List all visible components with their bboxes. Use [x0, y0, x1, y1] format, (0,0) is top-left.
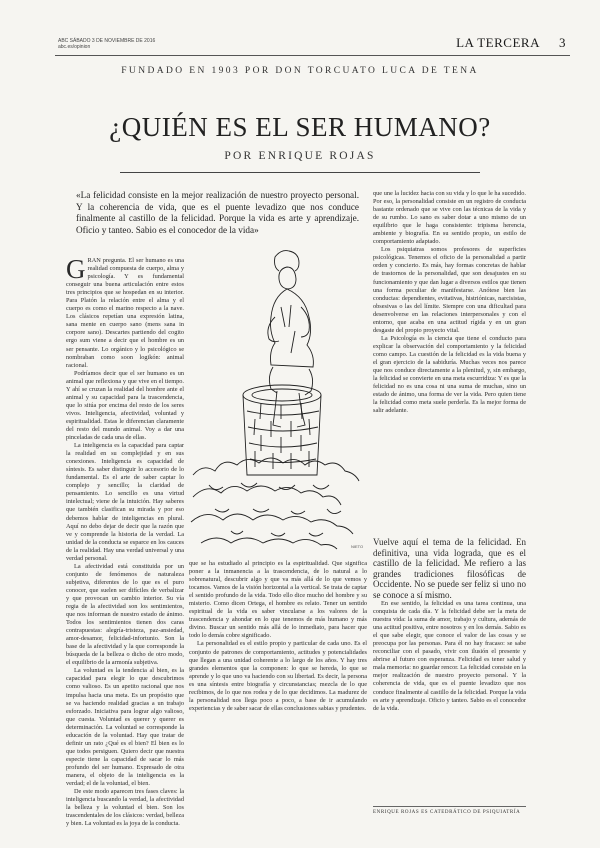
column-2 [189, 560, 367, 808]
paragraph: que se ha estudiado al principio es la espiritualidad. Que significa poner a la inmanencia a la trascendencia, de lo natural a lo sobrenatural, descubrir algo y que va más allá de lo que vemos y tocamos. Vamos de la visión horizontal a la vertical. Se trata de captar el sentido profundo de la vida. Todo ello dice mucho del hombre y su misterio. Como dicen Ortega, el hombre es relato. Tener un sentido espiritual de la vida es saber vincularse a los valores de la trascendencia y ahondar en lo que tenemos de más humano y más divino. Buscar un sentido más allá de lo inmediato, para hacer que todo lo demás cobre significado. [189, 560, 367, 640]
page-number: 3 [559, 35, 566, 50]
paragraph: En ese sentido, la felicidad es una tarea continua, una conquista de cada día. Y la felicidad debe ser la meta de nuestra vida: la suma de amor, trabajo y cultura, además de una actitud positiva, entre nosotros y en los demás. Sabio es el que sabe elegir, que conoce el valor de las cosas y se preocupa por las personas. Para él no hay fracaso: se sabe reconciliar con el pasado, vivir con ilusión el presente y abrirse al futuro con esperanza. Felicidad es tener salud y mala memoria: no guardar rencor. La felicidad consiste en la mejor realización de nuestro proyecto personal. Y la coherencia de vida, que es el puente levadizo que nos conduce finalmente al castillo de la felicidad. Porque la vida es arte y aprendizaje. Oficio y tanteo. Sabio es el conocedor de la vida. [373, 600, 526, 712]
founded-line: FUNDADO EN 1903 POR DON TORCUATO LUCA DE TENA [121, 66, 479, 76]
article-byline: POR ENRIQUE ROJAS [224, 150, 376, 162]
section-lead-paragraph: Vuelve aquí el tema de la felicidad. En definitiva, una vida lograda, que es el castillo de la felicidad. Me refiero a las grandes tradiciones filosóficas de Occidente. No se puede ser feliz si uno no se conoce a sí mismo. [373, 537, 526, 600]
paragraph: La Psicología es la ciencia que tiene el conducto para explicar la observación del comportamiento y la felicidad como campo. La cuestión de la felicidad es la vida buena y el gran ejercicio de la sabiduría. Muchas veces nos parece que nos conduce directamente a la plenitud, y, sin embargo, la felicidad se convierte en una meta escurridiza: Y es que la felicidad no es una cosa ni una suma de muchas, sino un estado de ánimo, una forma de ver la vida. Pero quien tiene la felicidad como meta suele perderla. Es la mejor forma de salir adelante. [373, 334, 526, 415]
paragraph-text: RAN pregunta. El ser humano es una realidad compuesta de cuerpo, alma y psicología. Y es fundamental conseguir una buena articulación entre estos tres principios que se hospedan en su interior. Para Platón la relación entre el alma y el cuerpo es como el marino respecto a la nave. Los clásicos repetían una expresión latina, sana mente en cuerpo sano (mens sana in corpore sano). Descartes partiendo del cogito ergo sum viene a decir que el hombre es un ser pensante. Lo orgánico y lo psicológico se nombraban como soon logikón: animal racional. [66, 257, 184, 369]
column-3 [373, 190, 526, 570]
paragraph: que une la lucidez hacia con su vida y lo que le ha sucedido. Por eso, la personalidad consiste en un registro de conducta bastante ordenado que se vive con las técnicas de la vida y de su rumbo. Lo sano es saber dotar a uno mismo de un equilibrio que le haga consistente: tripisma herencia, ambiente y biografía. En su sentido propio, un estilo de comportamiento adaptado. [373, 190, 526, 246]
column-4 [373, 537, 526, 807]
paragraph: De este modo aparecen tres fases claves: la inteligencia buscando la verdad, la afectividad la belleza y la voluntad el bien. Son los trascendentales de los clásicos: verdad, belleza y bien. La voluntad es la joya de la conducta. [66, 788, 184, 828]
paragraph: La inteligencia es la capacidad para captar la realidad en su complejidad y en sus conexiones. Inteligencia es capacidad de síntesis. Es saber distinguir lo accesorio de lo fundamental. Es el arte de saber captar lo complejo y sencillo; la claridad de pensamiento. Lo sencillo es una virtud intelectual; viene de la intuición. Hay saberes que también clasifican su mirada y por eso debemos hablar de inteligencias en plural. Aquí no debo dejar de decir que la razón que ve y comprende la historia de la verdad. La unidad de la conducta se esparce en los cauces de la realidad. Hay una verdad universal y una verdad personal. [66, 442, 184, 562]
pull-quote: «La felicidad consiste en la mejor realización de nuestro proyecto personal. Y la coherencia de vida, que es el puente levadizo que nos conduce finalmente al castillo de la felicidad. Porque la vida es arte y aprendizaje. Oficio y tanteo. Sabio es el conocedor de la vida» [76, 190, 359, 235]
masthead-strip [58, 38, 155, 50]
column-1 [66, 254, 184, 828]
section-title [456, 35, 566, 51]
footnote-rule [373, 806, 526, 807]
author-footnote: ENRIQUE ROJAS ES CATEDRÁTICO DE PSIQUIATRÍA [373, 810, 521, 815]
masthead-date: ABC SÁBADO 3 DE NOVIEMBRE DE 2016 [58, 38, 156, 44]
article-headline: ¿QUIÉN ES EL SER HUMANO? [109, 112, 491, 142]
paragraph: La afectividad está constituida por un conjunto de fenómenos de naturaleza subjetiva, diferentes de lo que es el puro conocer, que suelen ser difíciles de verbalizar y que provocan un cambio interior. Su vía regia de la afectividad son los sentimientos, que nos informan de nuestro estado de ánimo. Todos los sentimientos tienen dos caras contrapuestas: alegría-tristeza, paz-ansiedad, amor-desamor, felicidad-infortunio. Son la base de la afectividad y la que corresponde la búsqueda de la belleza o dicho de otro modo, el equilibrio de la armonía subjetiva. [66, 562, 184, 667]
section-label: LA TERCERA [456, 35, 540, 50]
byline-rule [120, 172, 480, 173]
paragraph: Los psiquiatras somos profesores de superficies psicológicas. Tenemos el oficio de la personalidad a partir orden y concierto. Es más, hay formas concretas de hablar de trastornos de la personalidad, que son desajustes en su funcionamiento y que dan lugar a diversos estilos que tienen una forma peculiar de manifestarse. Anótese bien las conductas: dependientes, evitativas, histriónicas, narcisistas, obsesivas o las del límite. Siempre con una dificultad para desenvolverse en las relaciones interpersonales y con el entorno, que acaba en una actitud rígida y en un gran desgaste del propio proyecto vital. [373, 246, 526, 334]
paragraph: Podríamos decir que el ser humano es un animal que reflexiona y que vive en el tiempo. Y ahí se cruzan la realidad del hombre ante el animal y su capacidad para la trascendencia, que lo sitúa por encima del resto de los seres vivos. Inteligencia, afectividad, voluntad y espiritualidad. Estas le diferencian claramente del resto del mundo animal. Voy a dar una pinceladas de cada una de ellas. [66, 369, 184, 442]
illustration-credit: NIETO [351, 544, 364, 549]
illustration-woman-on-well [191, 247, 367, 547]
masthead-url: abc.es/opinion [58, 44, 91, 50]
drop-cap: G [66, 254, 86, 284]
top-rule [55, 55, 570, 56]
paragraph: La voluntad es la tendencia al bien, es la capacidad para elegir lo que descubrimos como valioso. Es un apetito racional que nos impulsa hacia una meta. Es un propósito que se va haciendo realidad gracias a un trabajo esforzado. Iniciativa para lograr algo valioso, que cuesta. Voluntad es querer y querer es determinación. La voluntad se corresponde la educación de la voluntad. Hay que tratar de definir un rato ¿Qué es el bien? El bien es lo que todos persiguen. Quiero decir que nuestra especie tiene la capacidad de sacar lo más profundo del ser humano. Expresado de otra manera, el objeto de la inteligencia es la verdad; el de la voluntad, el bien. [66, 667, 184, 788]
paragraph [66, 254, 184, 370]
paragraph: La personalidad es el estilo propio y particular de cada uno. Es el conjunto de patrones de comportamiento, actitudes y potencialidades que llegan a una unidad coherente a lo largo de los años. Y hay tres grandes elementos que la componen: lo que se hereda, lo que se aprende y lo que uno va haciendo con su libertad. Es decir, la persona es una síntesis entre biografía y circunstancias; mezcla de lo que recibimos, de lo que nos rodea y de lo que decidimos. La madurez de la personalidad nos llega poco a poco, a base de ir acumulando experiencias y de saber sacar de ellas conclusiones sabias y prudentes. [189, 640, 367, 712]
